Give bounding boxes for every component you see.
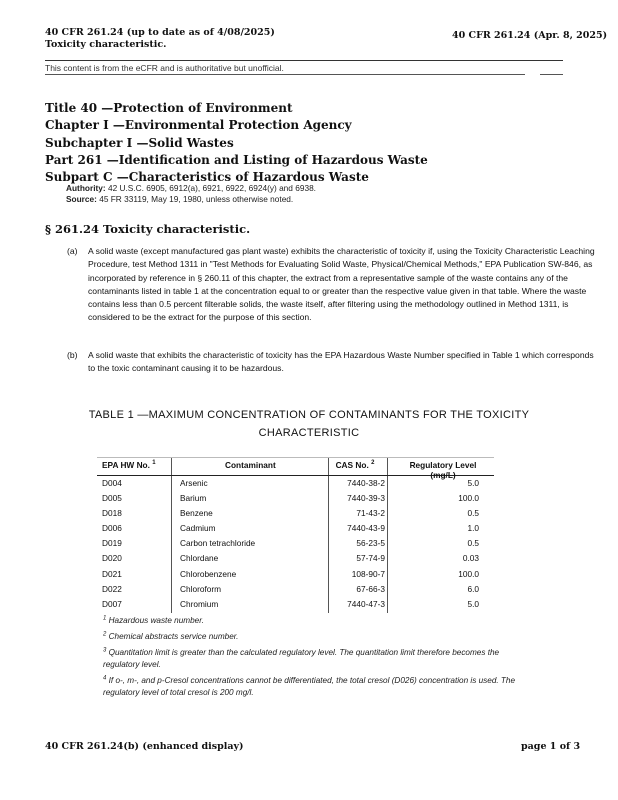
document-header [45,27,275,51]
chapter-heading: Chapter I —Environmental Protection Agency [45,118,352,133]
cell-hw-number: D005 [102,493,122,504]
paragraph-b-mark: (b) [67,350,78,360]
cell-contaminant: Barium [180,493,207,504]
cell-cas-number: 56-23-5 [356,538,385,549]
header-citation: 40 CFR 261.24 (up to date as of 4/08/2025) [45,27,275,38]
footnote-2-text: Chemical abstracts service number. [108,632,239,641]
table-row [97,597,494,612]
footnote-3-text: Quantitation limit is greater than the calculated regulatory level. The quantitation limit therefore becomes the regulatory level. [103,648,500,669]
title-heading: Title 40 —Protection of Environment [45,101,293,115]
cell-contaminant: Chromium [180,598,219,609]
table-row [97,582,494,597]
header-cas-footnote-ref: 2 [371,460,375,467]
source-line [66,194,316,205]
table-row [97,536,494,551]
cell-regulatory-level: 0.5 [467,508,479,519]
cell-cas-number: 57-74-9 [356,553,385,564]
header-cas-label: CAS No. [335,460,369,470]
cell-hw-number: D022 [102,583,122,594]
cell-cas-number: 108-90-7 [351,568,385,579]
cell-hw-number: D007 [102,598,122,609]
cell-contaminant: Benzene [180,508,213,519]
paragraph-a-mark: (a) [67,246,78,256]
cell-cas-number: 67-66-3 [356,583,385,594]
section-heading: § 261.24 Toxicity characteristic. [45,222,251,236]
page-number: page 1 of 3 [521,741,581,752]
subpart-heading: Subpart C —Characteristics of Hazardous Waste [45,170,369,185]
authority-label: Authority: [66,183,106,193]
cell-contaminant: Chloroform [180,583,222,594]
cell-regulatory-level: 1.0 [467,523,479,534]
cell-hw-number: D020 [102,553,122,564]
cell-regulatory-level: 5.0 [467,598,479,609]
table-body [97,476,494,612]
footnote-4 [103,675,523,699]
authority-line [66,183,316,194]
disclaimer-divider [45,74,525,75]
cell-contaminant: Chlordane [180,553,219,564]
cell-hw-number: D019 [102,538,122,549]
header-cas-number [330,460,380,470]
header-section-title: Toxicity characteristic. [45,39,167,50]
table-footnotes [103,615,523,703]
cell-regulatory-level: 100.0 [458,493,479,504]
cell-regulatory-level: 6.0 [467,583,479,594]
cell-cas-number: 7440-38-2 [347,478,385,488]
paragraph-a-text: A solid waste (except manufactured gas plant waste) exhibits the characteristic of toxicity if, using the Toxicity Characteristic Leaching Procedure, test Method 1311 in "Test Methods for Evaluating Solid Waste, Physical/Chemical Methods," EPA Publication SW-846, as incorporated by reference in § 260.11 of this chapter, the extract from a representative sample of the waste contains any of the contaminants listed in table 1 at the concentration equal to or greater than the respective value given in that table. Where the waste contains less than 0.5 percent filterable solids, the waste itself, after filtering using the methodology outlined in Method 1311, is considered to be the extract for the purpose of this section. [88,246,595,323]
cell-cas-number: 71-43-2 [356,508,385,519]
footnote-4-text: If o-, m-, and p-Cresol concentrations cannot be differentiated, the total cresol (D026) concentration is used. The regulatory level of total cresol is 200 mg/l. [103,676,516,697]
source-text: 45 FR 33119, May 19, 1980, unless otherwise noted. [99,194,294,204]
table-row [97,506,494,521]
cell-hw-number: D006 [102,523,122,534]
cell-contaminant: Carbon tetrachloride [180,538,256,549]
cell-hw-number: D021 [102,568,122,579]
source-label: Source: [66,194,97,204]
table-title [0,406,618,442]
footnote-1-text: Hazardous waste number. [108,616,204,625]
footnote-3-number: 3 [103,647,107,654]
cell-contaminant: Arsenic [180,478,208,488]
footnote-4-number: 4 [103,675,107,682]
paragraph-b-text: A solid waste that exhibits the characteristic of toxicity has the EPA Hazardous Waste Number specified in Table 1 which corresponds to the toxic contaminant causing it to be hazardous. [88,350,594,374]
cell-regulatory-level: 5.0 [467,478,479,488]
table-row [97,551,494,566]
cell-contaminant: Cadmium [180,523,216,534]
cell-cas-number: 7440-43-9 [347,523,385,534]
header-divider [45,60,563,61]
table-header-row [97,458,494,480]
contaminants-table [97,458,494,612]
table-row [97,491,494,506]
cell-contaminant: Chlorobenzene [180,568,237,579]
footnote-3 [103,647,523,671]
disclaimer-divider-end [540,74,563,75]
cell-regulatory-level: 0.03 [462,553,479,564]
table-title-line2: CHARACTERISTIC [258,427,360,439]
authority-source-block [66,183,316,205]
header-hw-number [102,460,156,470]
header-date-citation: 40 CFR 261.24 (Apr. 8, 2025) [452,30,608,41]
header-hw-footnote-ref: 1 [152,460,156,467]
footnote-2 [103,631,523,643]
footnote-2-number: 2 [103,631,107,638]
part-heading: Part 261 —Identification and Listing of Hazardous Waste [45,152,428,167]
hierarchy-titles [45,100,428,186]
table-row [97,476,494,491]
footnote-1 [103,615,523,627]
disclaimer: This content is from the eCFR and is authoritative but unofficial. [45,63,284,73]
table-title-line1: TABLE 1 —MAXIMUM CONCENTRATION OF CONTAMINANTS FOR THE TOXICITY [88,409,530,421]
cell-regulatory-level: 100.0 [458,568,479,579]
subchapter-heading: Subchapter I —Solid Wastes [45,135,234,150]
header-contaminant: Contaminant [225,460,276,470]
cell-regulatory-level: 0.5 [467,538,479,549]
table-row [97,567,494,582]
cell-cas-number: 7440-39-3 [347,493,385,504]
cell-hw-number: D018 [102,508,122,519]
cell-cas-number: 7440-47-3 [347,598,385,609]
authority-text: 42 U.S.C. 6905, 6912(a), 6921, 6922, 6924(y) and 6938. [107,183,316,193]
footer-citation: 40 CFR 261.24(b) (enhanced display) [45,741,244,752]
cell-hw-number: D004 [102,478,122,488]
header-hw-label: EPA HW No. [102,460,150,470]
header-regulatory-level: Regulatory Level (mg/L) [409,460,477,480]
footnote-1-number: 1 [103,615,107,622]
table-row [97,521,494,536]
